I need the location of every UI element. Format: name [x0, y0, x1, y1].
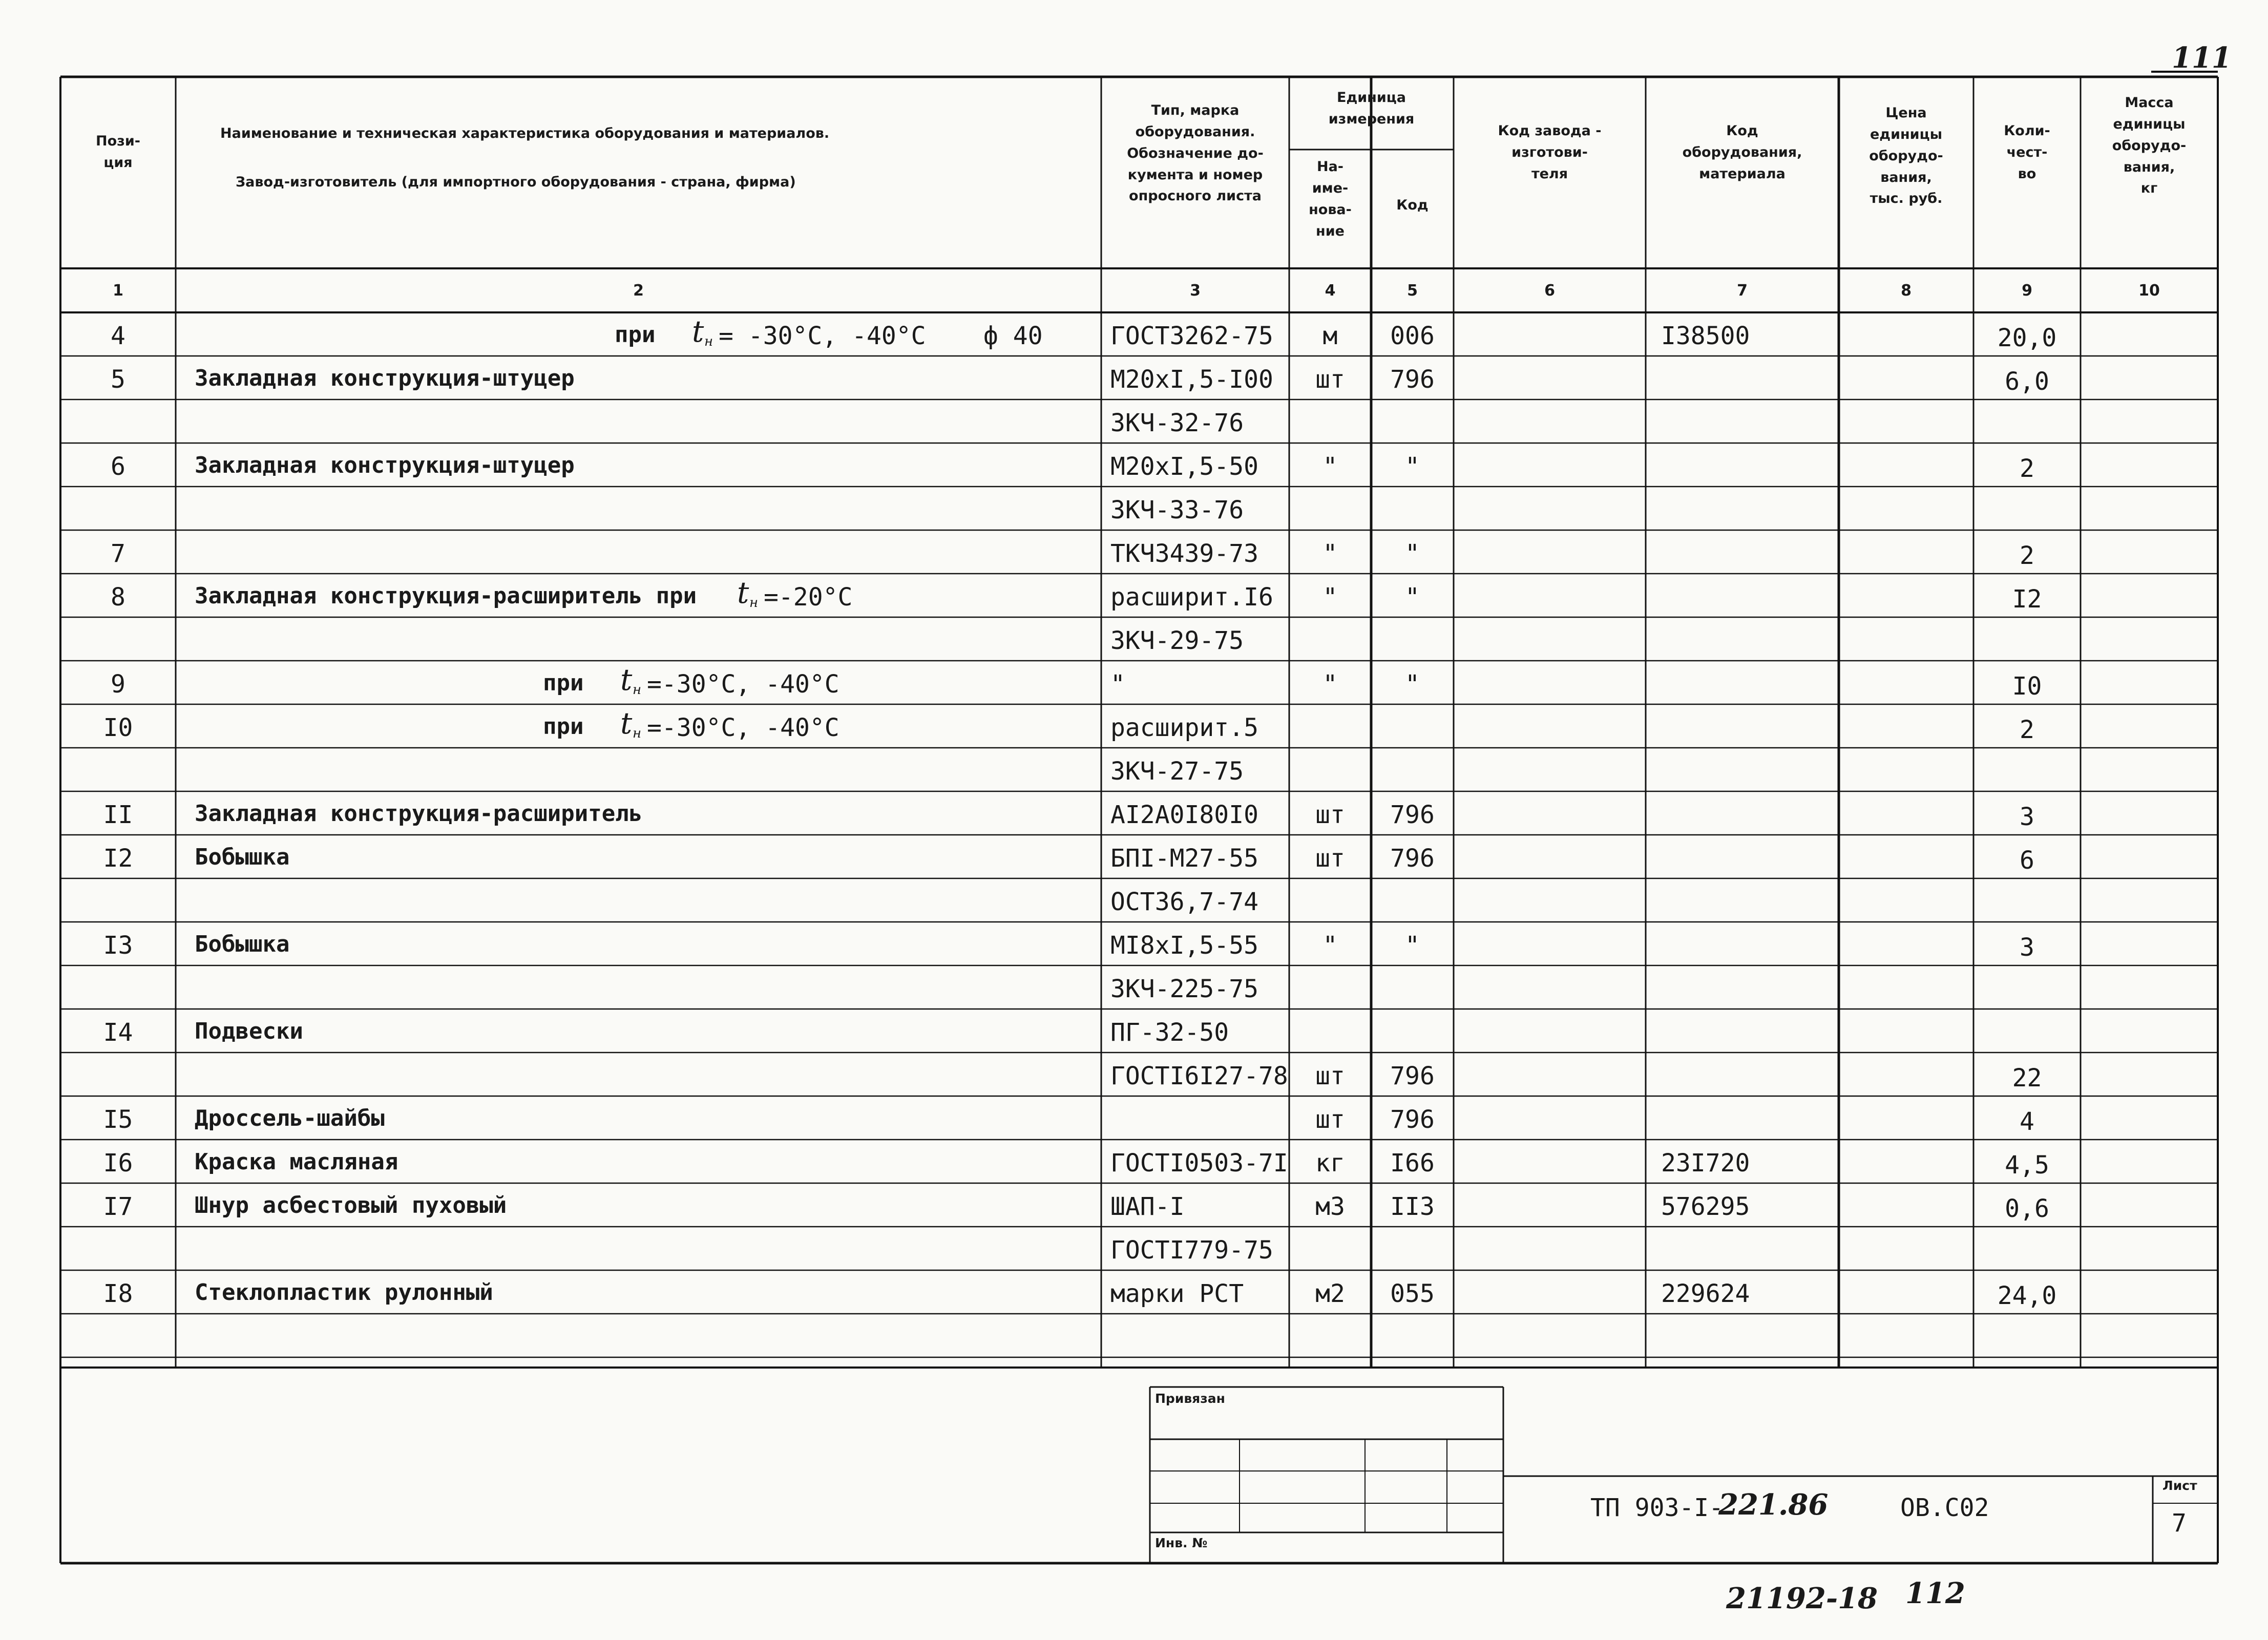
header-name: Наименование и техническая характеристика оборудования и материалов. — [220, 125, 830, 141]
column-number: 6 — [1544, 282, 1555, 300]
header-line: чест- — [2006, 144, 2048, 160]
row-position: 6 — [111, 452, 125, 481]
row-type: ГОСТI6I27-78 — [1110, 1062, 1288, 1090]
row-name: Подвески — [195, 1018, 303, 1044]
row-unit: м2 — [1315, 1279, 1345, 1308]
row-position: 8 — [111, 583, 125, 612]
header-line: во — [2018, 165, 2036, 182]
header-line: изготови- — [1511, 144, 1588, 160]
row-name: при — [543, 670, 584, 696]
header-line: Коли- — [2004, 123, 2050, 139]
header-line: Масса — [2125, 95, 2174, 111]
temperature-condition: =-30°C, -40°C — [647, 670, 839, 699]
row-type: расширит.5 — [1110, 713, 1258, 742]
row-unit-code: " — [1405, 452, 1420, 481]
stamp-inventory: Инв. № — [1155, 1536, 1208, 1550]
row-name: Стеклопластик рулонный — [195, 1279, 493, 1306]
temperature-symbol: t — [737, 575, 749, 610]
row-quantity: 4,5 — [2005, 1151, 2049, 1180]
row-quantity: 22 — [2012, 1064, 2042, 1092]
row-position: I8 — [103, 1279, 133, 1308]
row-type: БПI-M27-55 — [1110, 844, 1258, 873]
row-unit-code: " — [1405, 539, 1420, 568]
row-type: ОСТ36,7-74 — [1110, 888, 1258, 916]
row-name: Краска масляная — [195, 1149, 398, 1175]
row-type: ЗКЧ-225-75 — [1110, 975, 1258, 1003]
row-position: 9 — [111, 670, 125, 699]
header-line: име- — [1312, 180, 1349, 196]
row-quantity: 3 — [2020, 933, 2034, 962]
column-number: 7 — [1737, 282, 1748, 300]
column-number: 5 — [1407, 282, 1418, 300]
row-unit: м3 — [1315, 1192, 1345, 1221]
header-material-code — [1646, 120, 1839, 185]
temperature-symbol: t — [620, 662, 633, 697]
row-unit-code: 796 — [1390, 365, 1435, 394]
header-line: оборудо- — [2112, 137, 2187, 154]
header-line: Код — [1726, 123, 1758, 139]
row-type: ЗКЧ-33-76 — [1110, 496, 1244, 524]
column-number: 4 — [1325, 282, 1336, 300]
doc-number-prefix: ТП 903-I- — [1590, 1494, 1724, 1522]
header-line: Пози- — [96, 133, 140, 149]
row-type: MI8xI,5-55 — [1110, 931, 1258, 960]
header-quantity — [1973, 120, 2081, 185]
row-quantity: I0 — [2012, 672, 2042, 701]
row-quantity: 24,0 — [1997, 1281, 2057, 1310]
page-mark-handwritten: 111 — [2172, 41, 2232, 75]
stamp-privyazan: Привязан — [1155, 1391, 1225, 1406]
doc-number-handwritten: 221.86 — [1718, 1488, 1829, 1522]
row-quantity: 4 — [2020, 1107, 2034, 1136]
header-position — [60, 131, 176, 174]
row-position: II — [103, 801, 133, 829]
row-unit-code: 006 — [1390, 322, 1435, 350]
row-type: марки РСТ — [1110, 1279, 1244, 1308]
row-quantity: 2 — [2020, 716, 2034, 744]
row-type: ЗКЧ-29-75 — [1110, 626, 1244, 655]
header-line: Единица — [1337, 90, 1406, 106]
row-unit-code: " — [1405, 670, 1420, 699]
row-unit: шт — [1315, 1105, 1345, 1134]
sheet-number: 7 — [2172, 1509, 2187, 1538]
temperature-symbol: t — [692, 314, 704, 349]
column-number: 8 — [1901, 282, 1912, 300]
row-quantity: 6 — [2020, 846, 2034, 875]
column-number: 2 — [633, 282, 644, 300]
row-unit: " — [1322, 452, 1338, 481]
temperature-condition: =-20°C — [764, 583, 853, 612]
temperature-symbol: t — [620, 706, 633, 741]
temperature-subscript: н — [704, 334, 713, 349]
row-type: ЗКЧ-32-76 — [1110, 409, 1244, 437]
header-line: вания, — [2123, 159, 2175, 175]
temperature-condition: =-30°C, -40°C — [647, 713, 839, 742]
row-material-code: 23I720 — [1661, 1149, 1750, 1178]
header-line: единицы — [2113, 116, 2186, 132]
header-line: оборудо- — [1869, 148, 1943, 164]
row-name: Дроссель-шайбы — [195, 1105, 385, 1131]
row-unit: шт — [1315, 844, 1345, 873]
header-line: опросного листа — [1129, 188, 1262, 204]
header-line: кг — [2140, 180, 2158, 197]
temperature-condition: = -30°C, -40°C — [719, 322, 926, 350]
row-position: 7 — [111, 539, 125, 568]
row-type: M20xI,5-50 — [1110, 452, 1258, 481]
row-unit: " — [1322, 931, 1338, 960]
row-type: ЗКЧ-27-75 — [1110, 757, 1244, 786]
row-name: Закладная конструкция-расширитель при — [195, 583, 697, 609]
row-type: расширит.I6 — [1110, 583, 1273, 612]
header-unit-name — [1289, 156, 1371, 242]
row-unit-code: 796 — [1390, 801, 1435, 829]
row-position: I5 — [103, 1105, 133, 1134]
row-unit: шт — [1315, 365, 1345, 394]
row-material-code: I38500 — [1661, 322, 1750, 350]
row-unit: м — [1322, 322, 1338, 350]
row-position: I2 — [103, 844, 133, 873]
header-line: теля — [1531, 165, 1568, 182]
row-type: ГОСТ3262-75 — [1110, 322, 1273, 350]
row-name: Закладная конструкция-штуцер — [195, 365, 575, 391]
row-position: I3 — [103, 931, 133, 960]
row-quantity: 0,6 — [2005, 1194, 2049, 1223]
header-line: единицы — [1870, 126, 1943, 142]
row-name: Бобышка — [195, 931, 290, 957]
temperature-subscript: н — [633, 726, 642, 741]
header-line: Тип, марка — [1151, 102, 1240, 118]
header-line: материала — [1699, 165, 1786, 182]
header-line: На- — [1316, 159, 1344, 175]
column-number: 10 — [2138, 282, 2160, 300]
header-mass — [2081, 92, 2218, 199]
header-line: измерения — [1328, 111, 1415, 127]
row-unit-code: " — [1405, 931, 1420, 960]
row-unit-code: 055 — [1390, 1279, 1435, 1308]
row-quantity: 3 — [2020, 803, 2034, 831]
diameter-note: ф 40 — [983, 322, 1043, 350]
row-type: ШАП-I — [1110, 1192, 1185, 1221]
column-number: 1 — [113, 282, 123, 300]
row-position: I0 — [103, 713, 133, 742]
header-type — [1101, 100, 1289, 207]
row-position: I6 — [103, 1149, 133, 1178]
row-type: ГОСТI0503-7I — [1110, 1149, 1288, 1178]
header-line: кумента и номер — [1127, 166, 1263, 183]
row-name: Закладная конструкция-штуцер — [195, 452, 575, 478]
header-line: вания, — [1880, 169, 1932, 185]
row-type: ТКЧ3439-73 — [1110, 539, 1258, 568]
row-material-code: 229624 — [1661, 1279, 1750, 1308]
row-quantity: 20,0 — [1997, 324, 2057, 352]
row-type: ГОСТI779-75 — [1110, 1236, 1273, 1265]
row-unit-code: 796 — [1390, 1062, 1435, 1090]
row-unit: шт — [1315, 801, 1345, 829]
header-line: ние — [1316, 223, 1345, 239]
header-line: ция — [103, 154, 133, 171]
temperature-subscript: н — [749, 595, 759, 611]
row-unit-code: I66 — [1390, 1149, 1435, 1178]
row-type: ПГ-32-50 — [1110, 1018, 1229, 1047]
row-unit-code: 796 — [1390, 1105, 1435, 1134]
row-unit: кг — [1315, 1149, 1345, 1178]
row-unit-code: II3 — [1390, 1192, 1435, 1221]
row-quantity: 2 — [2020, 454, 2034, 483]
row-name: при — [543, 713, 584, 740]
header-unit-group — [1289, 87, 1454, 130]
doc-code: ОВ.С02 — [1900, 1494, 1989, 1522]
row-position: I4 — [103, 1018, 133, 1047]
row-name: при — [615, 322, 656, 348]
row-unit-code: 796 — [1390, 844, 1435, 873]
row-quantity: 2 — [2020, 541, 2034, 570]
header-line: Код завода - — [1498, 123, 1602, 139]
row-unit: шт — [1315, 1062, 1345, 1090]
row-name: Бобышка — [195, 844, 290, 870]
temperature-subscript: н — [633, 682, 642, 698]
header-line: оборудования. — [1135, 123, 1255, 140]
sheet-label: Лист — [2162, 1478, 2197, 1493]
header-line: нова- — [1309, 201, 1352, 218]
column-number: 9 — [2022, 282, 2032, 300]
header-line: Обозначение до- — [1127, 145, 1264, 161]
row-name: Закладная конструкция-расширитель — [195, 801, 643, 827]
column-number: 3 — [1190, 282, 1201, 300]
header-factory-code — [1454, 120, 1646, 185]
row-type: M20xI,5-I00 — [1110, 365, 1273, 394]
header-line: оборудования, — [1682, 144, 1802, 160]
archive-number-handwritten: 21192-18 — [1726, 1582, 1878, 1615]
row-unit-code: " — [1405, 583, 1420, 612]
row-position: I7 — [103, 1192, 133, 1221]
row-unit: " — [1322, 583, 1338, 612]
row-position: 4 — [111, 322, 125, 350]
row-material-code: 576295 — [1661, 1192, 1750, 1221]
row-unit: " — [1322, 670, 1338, 699]
header-price — [1839, 102, 1973, 209]
header-unit-code: Код — [1396, 197, 1429, 213]
row-quantity: 6,0 — [2005, 367, 2049, 396]
header-line: тыс. руб. — [1870, 191, 1943, 207]
row-type: " — [1110, 670, 1125, 699]
archive-page-handwritten: 112 — [1905, 1576, 1965, 1610]
row-name: Шнур асбестовый пуховый — [195, 1192, 507, 1218]
row-position: 5 — [111, 365, 125, 394]
row-quantity: I2 — [2012, 585, 2042, 614]
row-type: AI2A0I80I0 — [1110, 801, 1258, 829]
row-unit: " — [1322, 539, 1338, 568]
header-line: Цена — [1885, 105, 1927, 121]
header-manufacturer: Завод-изготовитель (для импортного оборудования - страна, фирма) — [236, 174, 796, 190]
